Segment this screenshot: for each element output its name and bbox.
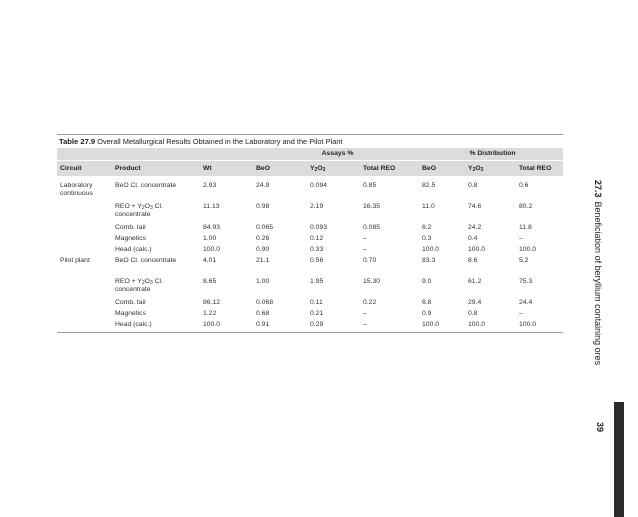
cell-wt: 1.00 (203, 235, 217, 242)
cell-beo: 0.98 (256, 203, 270, 210)
table-row (57, 297, 563, 308)
table-row (57, 255, 563, 276)
cell-beo-dist: 6.8 (422, 299, 432, 306)
cell-reo-dist: 100.0 (516, 319, 563, 333)
header-row-groups (57, 148, 563, 161)
col-circuit: Circuit (57, 161, 112, 177)
cell-beo-dist: 83.3 (422, 257, 436, 264)
section-number: 27.3 (593, 180, 603, 198)
page-number: 39 (595, 422, 605, 433)
cell-y2o3: 0.094 (310, 182, 328, 189)
cell-beo-dist: 0.9 (422, 310, 432, 317)
cell-reo-dist: 100.0 (519, 246, 537, 253)
cell-circuit: Laboratory continuous (60, 182, 93, 197)
col-beo-dist: BeO (419, 161, 465, 177)
cell-beo-dist: 100.0 (419, 319, 465, 333)
cell-y2o3-dist: 0.4 (468, 235, 478, 242)
table-row (57, 201, 563, 222)
cell-reo: – (363, 310, 367, 317)
cell-reo-dist: 75.3 (519, 278, 533, 285)
cell-y2o3-dist: 24.2 (468, 224, 482, 231)
cell-reo: 0.70 (363, 257, 377, 264)
col-total-reo: Total REO (360, 161, 419, 177)
results-table (57, 148, 563, 333)
cell-beo: 0.068 (256, 299, 274, 306)
cell-circuit (57, 222, 112, 233)
cell-beo: 0.68 (256, 310, 270, 317)
cell-y2o3-dist: 8.6 (468, 257, 478, 264)
cell-product: Magnetics (115, 235, 146, 242)
cell-y2o3: 0.11 (310, 299, 323, 306)
header-spacer (57, 148, 253, 161)
cell-reo-dist: 11.8 (519, 224, 532, 231)
table-title: Overall Metallurgical Results Obtained in the Laboratory and the Pilot Plant (97, 137, 343, 146)
cell-beo: 0.26 (256, 235, 270, 242)
col-beo: BeO (253, 161, 307, 177)
cell-reo-dist: – (519, 235, 523, 242)
cell-y2o3: 1.95 (310, 278, 324, 285)
table-row (57, 308, 563, 319)
table-row (57, 276, 563, 297)
cell-beo-dist: 82.5 (422, 182, 436, 189)
cell-beo: 0.065 (256, 224, 274, 231)
col-product: Product (112, 161, 200, 177)
cell-product: Comb. tail (115, 299, 146, 306)
cell-circuit (57, 233, 112, 244)
cell-beo-dist: 6.2 (422, 224, 432, 231)
section-title: Beneficiation of beryllium containing ores (593, 201, 603, 366)
cell-product: Head (calc.) (112, 319, 200, 333)
cell-y2o3-dist: 0.8 (468, 182, 478, 189)
cell-y2o3-dist: 74.6 (468, 203, 482, 210)
assays-group-header: Assays % (253, 148, 419, 161)
cell-y2o3-dist: 61.2 (468, 278, 482, 285)
metallurgical-results-table (57, 134, 563, 333)
distribution-group-header: % Distribution (419, 148, 563, 161)
cell-circuit (57, 308, 112, 319)
cell-product: Head (calc.) (115, 246, 152, 253)
cell-beo: 0.90 (256, 246, 270, 253)
cell-wt: 86.12 (203, 299, 221, 306)
cell-product: BeO Cl. concentrate (115, 182, 177, 189)
cell-reo-dist: 80.2 (519, 203, 533, 210)
cell-beo-dist: 9.0 (422, 278, 432, 285)
cell-reo: 0.85 (363, 182, 377, 189)
cell-product: BeO Cl. concentrate (115, 257, 177, 264)
cell-wt: 84.93 (203, 224, 221, 231)
cell-y2o3: 0.33 (310, 246, 324, 253)
header-row-columns (57, 161, 563, 177)
cell-reo: 15.30 (363, 278, 381, 285)
cell-beo-dist: 0.3 (422, 235, 432, 242)
cell-product: REO + $Y_2O_3$ Cl. concentrate (115, 278, 163, 293)
cell-reo: – (360, 319, 419, 333)
table-row (57, 244, 563, 255)
cell-product: Magnetics (115, 310, 146, 317)
cell-y2o3: 0.093 (310, 224, 328, 231)
col-wt: Wt (200, 161, 253, 177)
cell-wt: 100.0 (200, 319, 253, 333)
cell-circuit (57, 276, 112, 297)
cell-circuit (57, 244, 112, 255)
cell-product: REO + $Y_2O_3$ Cl. concentrate (115, 203, 163, 218)
cell-beo-dist: 11.0 (422, 203, 435, 210)
cell-circuit: Pilot plant (60, 257, 90, 264)
cell-y2o3-dist: 0.8 (468, 310, 478, 317)
cell-product: Comb. tail (115, 224, 146, 231)
table-row (57, 319, 563, 333)
cell-reo: – (363, 246, 367, 253)
cell-wt: 100.0 (203, 246, 221, 253)
table-caption (57, 134, 563, 148)
cell-y2o3: 0.21 (310, 310, 324, 317)
cell-beo: 24.9 (256, 182, 270, 189)
col-total-reo-dist: Total REO (516, 161, 563, 177)
cell-wt: 4.01 (203, 257, 217, 264)
cell-y2o3: 2.19 (310, 203, 324, 210)
cell-beo: 1.00 (256, 278, 270, 285)
cell-wt: 11.13 (203, 203, 220, 210)
cell-reo: 0.085 (363, 224, 381, 231)
cell-reo: 0.22 (363, 299, 377, 306)
cell-reo: 16.35 (363, 203, 381, 210)
col-y2o3: $Y_2O_3$ (307, 161, 360, 177)
cell-y2o3: 0.29 (307, 319, 360, 333)
col-y2o3-dist: $Y_2O_3$ (465, 161, 516, 177)
cell-reo-dist: 24.4 (519, 299, 533, 306)
table-row (57, 222, 563, 233)
cell-wt: 1.22 (203, 310, 217, 317)
cell-reo-dist: 5.2 (519, 257, 529, 264)
cell-y2o3-dist: 100.0 (468, 246, 486, 253)
table-row (57, 176, 563, 201)
cell-circuit (57, 297, 112, 308)
cell-y2o3: 0.12 (310, 235, 324, 242)
cell-beo: 0.91 (253, 319, 307, 333)
cell-y2o3-dist: 29.4 (468, 299, 482, 306)
cell-wt: 8.65 (203, 278, 217, 285)
cell-beo-dist: 100.0 (422, 246, 440, 253)
table-row (57, 233, 563, 244)
cell-reo-dist: – (519, 310, 523, 317)
cell-beo: 21.1 (256, 257, 270, 264)
cell-y2o3: 0.56 (310, 257, 324, 264)
cell-wt: 2.93 (203, 182, 217, 189)
cell-reo: – (363, 235, 367, 242)
running-section-header (590, 180, 606, 420)
cell-reo-dist: 0.6 (519, 182, 529, 189)
table-number: Table 27.9 (59, 137, 96, 146)
cell-y2o3-dist: 100.0 (465, 319, 516, 333)
cell-circuit (57, 201, 112, 222)
cell-circuit (57, 319, 112, 333)
page-edge-tab (614, 402, 624, 517)
